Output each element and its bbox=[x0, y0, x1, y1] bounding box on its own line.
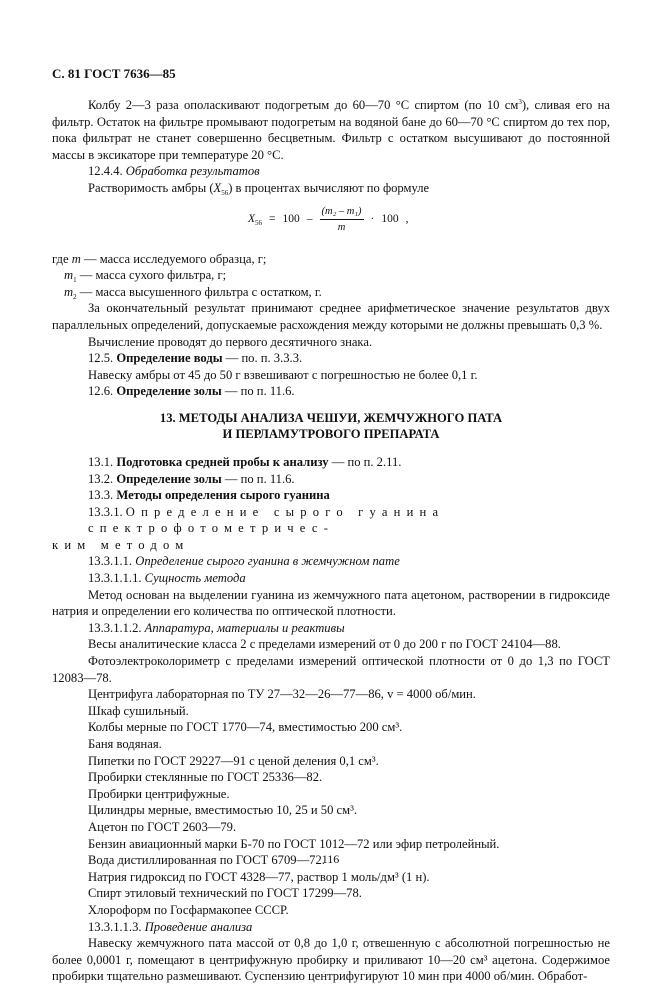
section-13-2: 13.2. Определение золы — по п. 11.6. bbox=[88, 471, 295, 486]
analysis-paragraph: Навеску жемчужного пата массой от 0,8 до 1,0 г, отвешенную с абсолютной погрешностью не более 0,0001 г, помещают в центрифужную пробирку и приливают 10—20 см³ ацетона. Содержимое пробирки тщательно размешивают. Суспензию центрифугируют 10 мин при 4000 об/мин. Обработ- bbox=[52, 936, 610, 984]
equipment-item: Хлороформ по Госфармакопее СССР. bbox=[88, 902, 289, 917]
section-12-6: 12.6. Определение золы — по п. 11.6. bbox=[88, 384, 295, 399]
equipment-item: Натрия гидроксид по ГОСТ 4328—77, раствор 1 моль/дм³ (1 н). bbox=[88, 869, 430, 884]
section-13-1: 13.1. Подготовка средней пробы к анализу — по п. 2.11. bbox=[88, 454, 402, 469]
section-13-3-1-1-3: 13.3.1.1.3. Проведение анализа bbox=[88, 919, 253, 934]
section-13-3-1-1: 13.3.1.1. Определение сырого гуанина в жемчужном пате bbox=[88, 554, 400, 569]
equipment-item: Пипетки по ГОСТ 29227—91 с ценой деления 0,1 см³. bbox=[88, 753, 379, 768]
equipment-item: Цилиндры мерные, вместимостью 10, 25 и 50 см³. bbox=[88, 803, 358, 818]
solubility-intro: Растворимость амбры $(X_{56})$ в процентах вычисляют по формуле bbox=[88, 180, 430, 197]
water-note: Навеску амбры от 45 до 50 г взвешивают с погрешностью не более 0,1 г. bbox=[88, 367, 478, 382]
where-m1: $m_1$ — масса сухого фильтра, г; bbox=[64, 268, 227, 285]
equipment-item: Фотоэлектроколориметр с пределами измерений оптической плотности от 0 до 1,3 по ГОСТ 12083—78. bbox=[52, 654, 610, 685]
where-m: где m — масса исследуемого образца, г; bbox=[52, 251, 267, 266]
equipment-item: Вода дистиллированная по ГОСТ 6709—72. bbox=[88, 853, 325, 868]
equipment-item: Пробирки стеклянные по ГОСТ 25336—82. bbox=[88, 770, 323, 785]
calc-note: Вычисление проводят до первого десятичного знака. bbox=[88, 334, 373, 349]
section-13-3-1: 13.3.1. Определение сырого гуанина спектрофотометричес- bbox=[88, 504, 445, 536]
equipment-list bbox=[52, 636, 610, 918]
method-essence: Метод основан на выделении гуанина из жемчужного пата ацетоном, растворении в гидроксиде натрия и определении его количества по оптической плотности. bbox=[52, 587, 610, 619]
formula-fraction: $\frac{\text{(m₂ – m₁)}}{m}$ bbox=[321, 205, 362, 233]
section-13-3: 13.3. Методы определения сырого гуанина bbox=[88, 488, 330, 503]
section-13-3-1-cont: ким методом bbox=[52, 537, 190, 552]
equipment-item: Шкаф сушильный. bbox=[88, 703, 189, 718]
equipment-item: Бензин авиационный марки Б-70 по ГОСТ 1012—72 или эфир петролейный. bbox=[88, 836, 500, 851]
equipment-item: Весы аналитические класса 2 с пределами измерений от 0 до 200 г по ГОСТ 24104—88. bbox=[88, 637, 561, 652]
section-13-3-1-1-2: 13.3.1.1.2. Аппаратура, материалы и реактивы bbox=[88, 620, 345, 635]
final-result-paragraph: За окончательный результат принимают среднее арифметическое значение результатов двух параллельных определений, допускаемые расхождения между которыми не должны превышать 0,3 %. bbox=[52, 301, 610, 332]
paragraph-flask-rinse: Колбу 2—3 раза ополаскивают подогретым до 60—70 °С спиртом (по 10 $см^3$), сливая его на фильтр. Остаток на фильтре промывают подогретым на водяной бане до 60—70 °С спиртом до тех пор, пока фильтрат не станет совершенно бесцветным. Фильтр с остатком высушивают до постоянной массы в эксикаторе при температуре 20 °С. bbox=[52, 98, 610, 162]
equipment-item: Центрифуга лабораторная по ТУ 27—32—26—77—86, v = 4000 об/мин. bbox=[88, 687, 476, 702]
section-12-4-4: 12.4.4. Обработка результатов bbox=[88, 164, 260, 179]
equipment-item: Пробирки центрифужные. bbox=[88, 786, 230, 801]
page-number: 116 bbox=[321, 852, 340, 866]
solubility-formula: $X_{56}$ = 100 – $\frac{\text{(m₂ – m₁)}}{m}$ · 100 , bbox=[248, 205, 409, 233]
equipment-item: Колбы мерные по ГОСТ 1770—74, вместимостью 200 см³. bbox=[88, 720, 403, 735]
section-12-5: 12.5. Определение воды — по. п. 3.3.3. bbox=[88, 351, 303, 366]
section-13-heading: 13. МЕТОДЫ АНАЛИЗА ЧЕШУИ, ЖЕМЧУЖНОГО ПАТА И ПЕРЛАМУТРОВОГО ПРЕПАРАТА bbox=[159, 410, 503, 441]
section-13-3-1-1-1: 13.3.1.1.1. Сущность метода bbox=[88, 571, 246, 586]
where-m2: $m_2$ — масса высушенного фильтра с остатком, г. bbox=[64, 284, 322, 301]
equipment-item: Ацетон по ГОСТ 2603—79. bbox=[88, 819, 237, 834]
equipment-item: Спирт этиловый технический по ГОСТ 17299—78. bbox=[88, 886, 362, 901]
page-header: С. 81 ГОСТ 7636—85 bbox=[52, 66, 176, 81]
equipment-item: Баня водяная. bbox=[88, 737, 162, 751]
